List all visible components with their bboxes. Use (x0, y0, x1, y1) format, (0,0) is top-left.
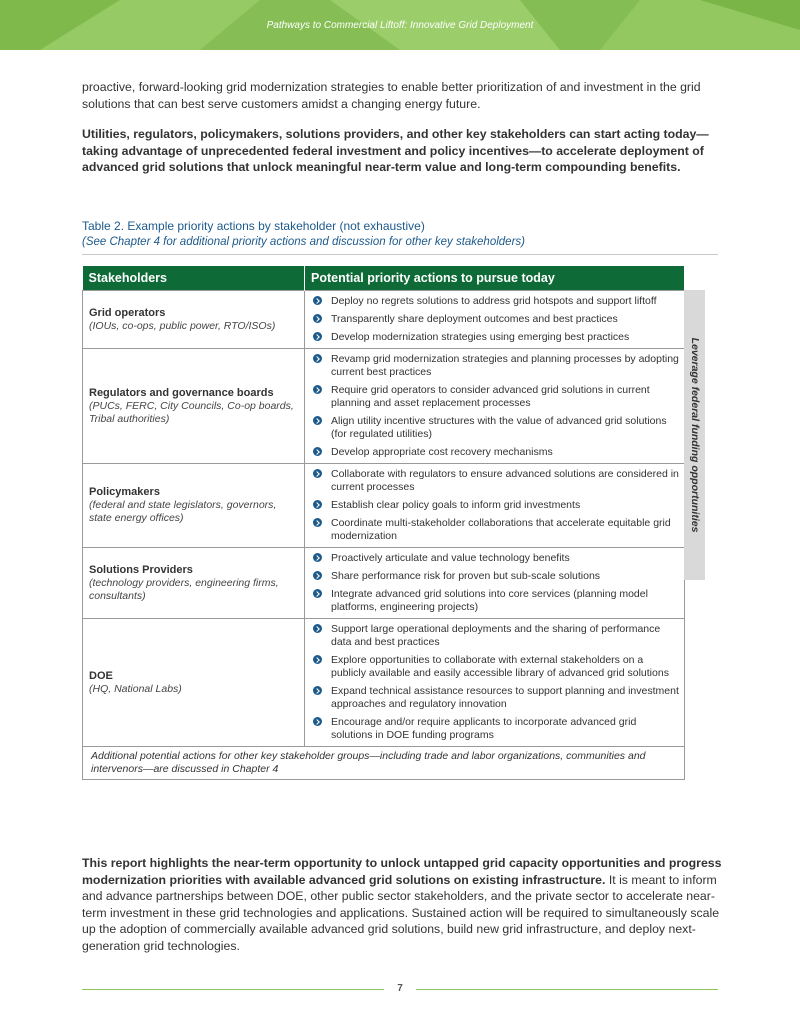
action-text: Integrate advanced grid solutions into core services (planning model platforms, engineering projects) (331, 588, 648, 613)
action-item (313, 570, 680, 583)
chevron-bullet-icon (313, 314, 322, 323)
table-note: Additional potential actions for other key stakeholder groups—including trade and labor organizations, communities and intervenors—are discussed in Chapter 4 (83, 747, 685, 780)
table-header-row (83, 266, 685, 291)
stakeholder-examples: (technology providers, engineering firms, consultants) (89, 576, 279, 602)
chevron-bullet-icon (313, 416, 322, 425)
chevron-bullet-icon (313, 296, 322, 305)
key-message-paragraph: Utilities, regulators, policymakers, solutions providers, and other key stakeholders can start acting today—taking advantage of unprecedented federal investment and policy incentives—to accelerate deployment of advanced grid solutions that unlock meaningful near-term value and long-term compounding benefits. (82, 127, 709, 174)
action-item (313, 313, 680, 326)
action-item (313, 353, 680, 379)
action-list (313, 295, 680, 344)
action-text: Collaborate with regulators to ensure advanced solutions are considered in current processes (331, 468, 679, 493)
chevron-bullet-icon (313, 686, 322, 695)
stakeholder-name: DOE (89, 669, 113, 682)
chevron-bullet-icon (313, 469, 322, 478)
action-item (313, 415, 680, 441)
footer-rule-left (82, 989, 384, 990)
action-item (313, 654, 680, 680)
footer-rule-right (416, 989, 718, 990)
action-text: Develop modernization strategies using emerging best practices (331, 331, 630, 343)
closing-rest: It is meant to inform and advance partnerships between DOE, other public sector stakeholders, and the private sector to accelerate near-term investment in these grid technologies and applications. Sustained action will be required to simultaneously scale up the adoption of commercially available advanced grid solutions, build new grid infrastructure, and deploy next-generation grid technologies. (82, 872, 720, 953)
action-item (313, 623, 680, 649)
federal-funding-sidebar (684, 290, 705, 580)
actions-cell (305, 619, 685, 747)
chevron-bullet-icon (313, 385, 322, 394)
chevron-bullet-icon (313, 624, 322, 633)
table-row (83, 619, 685, 747)
table-caption: Table 2. Example priority actions by stakeholder (not exhaustive) (82, 219, 425, 233)
action-text: Require grid operators to consider advanced grid solutions in current planning and asset replacement processes (331, 384, 650, 409)
actions-cell (305, 548, 685, 619)
action-text: Share performance risk for proven but sub-scale solutions (331, 570, 601, 582)
closing-bold: This report highlights the near-term opportunity to unlock untapped grid capacity opportunities and progress modernization priorities with available advanced grid solutions on existing infrastructure. (82, 856, 722, 887)
action-text: Encourage and/or require applicants to incorporate advanced grid solutions in DOE funding programs (331, 716, 637, 741)
action-text: Expand technical assistance resources to support planning and investment approaches and regulatory innovation (331, 685, 679, 710)
stakeholder-name: Solutions Providers (89, 563, 193, 576)
header-stakeholders: Stakeholders (83, 266, 305, 291)
page-number: 7 (397, 983, 403, 994)
action-text: Explore opportunities to collaborate with external stakeholders on a publicly available and easily accessible library of advanced grid solutions (331, 654, 669, 679)
action-item (313, 499, 680, 512)
stakeholder-examples: (federal and state legislators, governors, state energy offices) (89, 499, 277, 524)
action-list (313, 468, 680, 543)
action-item (313, 295, 680, 308)
header-actions: Potential priority actions to pursue today (305, 266, 685, 291)
stakeholder-cell (83, 464, 305, 548)
action-item (313, 468, 680, 494)
stakeholder-examples: (IOUs, co-ops, public power, RTO/ISOs) (89, 319, 276, 332)
chevron-bullet-icon (313, 518, 322, 527)
action-item (313, 446, 680, 459)
table-row (83, 464, 685, 548)
action-item (313, 517, 680, 543)
action-item (313, 588, 680, 614)
action-item (313, 685, 680, 711)
stakeholder-cell (83, 548, 305, 619)
chevron-bullet-icon (313, 447, 322, 456)
chevron-bullet-icon (313, 500, 322, 509)
chevron-bullet-icon (313, 332, 322, 341)
action-text: Establish clear policy goals to inform grid investments (331, 499, 581, 511)
action-text: Support large operational deployments and the sharing of performance data and best practices (331, 623, 661, 648)
action-item (313, 331, 680, 344)
chevron-bullet-icon (313, 655, 322, 664)
action-list (313, 353, 680, 459)
table-body (83, 291, 685, 780)
chevron-bullet-icon (313, 354, 322, 363)
stakeholder-examples: (HQ, National Labs) (89, 682, 182, 695)
action-text: Proactively articulate and value technology benefits (331, 552, 570, 564)
running-header-title: Pathways to Commercial Liftoff: Innovative Grid Deployment (266, 20, 534, 31)
intro-paragraph: proactive, forward-looking grid modernization strategies to enable better prioritization of and investment in the grid solutions that can best serve customers amidst a changing energy future. (82, 80, 701, 111)
action-list (313, 623, 680, 742)
action-list (313, 552, 680, 614)
action-text: Align utility incentive structures with the value of advanced grid solutions (for regulated utilities) (331, 415, 667, 440)
table-row (83, 548, 685, 619)
table-row (83, 349, 685, 464)
action-item (313, 552, 680, 565)
action-text: Revamp grid modernization strategies and planning processes by adopting current best practices (331, 353, 679, 378)
chevron-bullet-icon (313, 717, 322, 726)
closing-paragraph (82, 855, 722, 954)
action-item (313, 384, 680, 410)
stakeholder-cell (83, 291, 305, 349)
priority-actions-table (82, 266, 685, 780)
table-row (83, 291, 685, 349)
chevron-bullet-icon (313, 553, 322, 562)
stakeholder-examples: (PUCs, FERC, City Councils, Co-op boards, Tribal authorities) (89, 399, 294, 425)
side-label: Leverage federal funding opportunities (688, 337, 701, 533)
action-text: Develop appropriate cost recovery mechanisms (331, 446, 553, 458)
note-row (83, 747, 685, 780)
action-text: Coordinate multi-stakeholder collaborations that accelerate equitable grid modernization (331, 517, 671, 542)
action-text: Deploy no regrets solutions to address grid hotspots and support liftoff (331, 295, 657, 307)
chevron-bullet-icon (313, 571, 322, 580)
actions-cell (305, 349, 685, 464)
stakeholder-cell (83, 619, 305, 747)
caption-divider (82, 254, 718, 255)
stakeholder-name: Policymakers (89, 486, 160, 498)
actions-cell (305, 464, 685, 548)
action-text: Transparently share deployment outcomes and best practices (331, 313, 618, 325)
chevron-bullet-icon (313, 589, 322, 598)
header-banner (0, 0, 800, 50)
stakeholder-name: Grid operators (89, 306, 166, 319)
stakeholder-cell (83, 349, 305, 464)
stakeholder-name: Regulators and governance boards (89, 386, 274, 399)
action-item (313, 716, 680, 742)
table-subcaption: (See Chapter 4 for additional priority actions and discussion for other key stakeholders) (82, 236, 525, 248)
actions-cell (305, 291, 685, 349)
